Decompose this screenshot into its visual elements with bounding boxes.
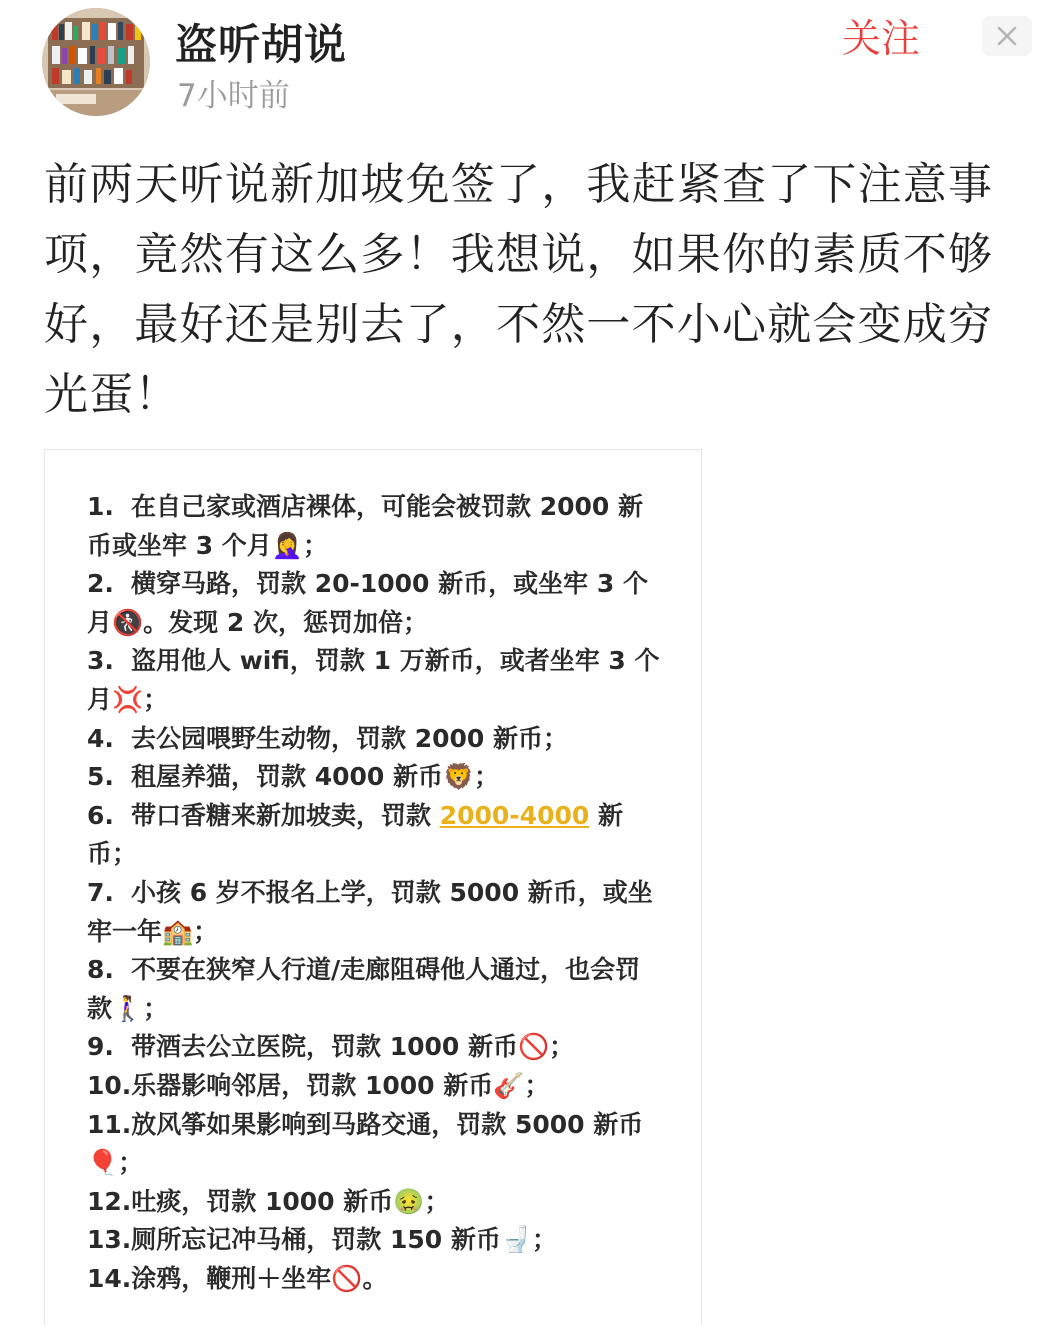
rule-item <box>87 488 662 565</box>
rule-end: ； <box>302 530 328 560</box>
rule-end: ； <box>118 1148 144 1178</box>
rule-number: 7. <box>87 877 114 907</box>
rule-end: ； <box>143 993 169 1023</box>
rule-text: 租屋养猫，罚款 4000 新币 <box>131 762 443 792</box>
rule-text: 涂鸦，鞭刑＋坐牢 <box>131 1263 332 1293</box>
post-text: 前两天听说新加坡免签了，我赶紧查了下注意事项，竟然有这么多！我想说，如果你的素质不够好，最好还是别去了，不然一不小心就会变成穷光蛋！ <box>44 159 994 420</box>
rule-number: 8. <box>87 955 114 985</box>
rule-item <box>87 758 662 797</box>
rule-item <box>87 1221 662 1260</box>
highlighted-amount: 2000-4000 <box>439 800 590 830</box>
rule-text: 不要在狭窄人行道/走廊阻碍他人通过，也会罚款 <box>87 955 641 1023</box>
rule-number: 13. <box>87 1225 132 1255</box>
rule-text: 放风筝如果影响到马路交通，罚款 5000 新币 <box>131 1109 644 1139</box>
rule-end: ； <box>474 762 500 792</box>
rule-text: 小孩 6 岁不报名上学，罚款 5000 新币，或坐牢一年 <box>87 877 653 946</box>
bookshelf-avatar-image <box>42 8 150 116</box>
rule-end: ； <box>193 916 219 946</box>
walking-person-emoji-icon: 🚶‍♀️ <box>112 993 144 1023</box>
rule-end: 。发现 2 次，惩罚加倍； <box>143 607 428 637</box>
rule-number: 5. <box>87 762 114 792</box>
guitar-emoji-icon: 🎸 <box>493 1070 525 1100</box>
rule-end: ； <box>143 684 169 714</box>
balloon-emoji-icon: 🎈 <box>87 1148 119 1178</box>
rule-item <box>87 565 662 642</box>
rule-number: 10. <box>87 1070 132 1100</box>
post-time: 7小时前 <box>177 78 290 114</box>
prohibited-emoji-icon: 🚫 <box>331 1263 363 1293</box>
rule-text-after: 新币； <box>87 800 623 869</box>
rule-text: 吐痰，罚款 1000 新币 <box>131 1186 394 1216</box>
rule-end: ； <box>532 1225 558 1255</box>
rule-item <box>87 1028 662 1067</box>
rule-number: 9. <box>87 1032 114 1062</box>
rule-item <box>87 642 662 719</box>
close-button[interactable] <box>982 16 1032 56</box>
rule-end: ； <box>549 1032 575 1062</box>
rule-number: 4. <box>87 723 114 753</box>
rule-text: 横穿马路，罚款 20-1000 新币，或坐牢 3 个月 <box>87 569 648 637</box>
rule-item <box>87 797 662 874</box>
school-emoji-icon: 🏫 <box>162 916 194 946</box>
rule-number: 6. <box>87 800 114 830</box>
rule-item <box>87 720 662 759</box>
rule-number: 1. <box>87 492 114 521</box>
avatar[interactable] <box>42 8 150 116</box>
rule-text: 厕所忘记冲马桶，罚款 150 新币 <box>131 1225 501 1255</box>
username[interactable]: 盗听胡说 <box>175 20 348 69</box>
rule-text: 乐器影响邻居，罚款 1000 新币 <box>131 1070 494 1100</box>
rule-item <box>87 1106 662 1183</box>
rules-list <box>87 488 662 1298</box>
rule-text: 带口香糖来新加坡卖，罚款 <box>131 800 440 830</box>
rule-text: 盗用他人 wifi，罚款 1 万新币，或者坐牢 3 个月 <box>87 646 660 714</box>
rule-number: 12. <box>87 1186 132 1216</box>
lion-emoji-icon: 🦁 <box>443 762 475 792</box>
rule-item <box>87 1260 662 1299</box>
facepalm-emoji-icon: 🤦‍♀️ <box>271 530 303 560</box>
anger-emoji-icon: 💢 <box>112 684 144 714</box>
rule-number: 2. <box>87 569 114 599</box>
rule-item <box>87 874 662 951</box>
rule-item <box>87 1067 662 1106</box>
rule-text: 带酒去公立医院，罚款 1000 新币 <box>131 1032 518 1062</box>
no-pedestrians-emoji-icon: 🚷 <box>112 607 144 637</box>
rule-number: 14. <box>87 1263 132 1293</box>
rule-end: ； <box>424 1186 450 1216</box>
rule-item <box>87 951 662 1028</box>
rule-text: 去公园喂野生动物，罚款 2000 新币； <box>131 723 568 753</box>
toilet-emoji-icon: 🚽 <box>500 1225 533 1255</box>
prohibited-emoji-icon: 🚫 <box>518 1032 550 1062</box>
rule-number: 3. <box>87 646 114 676</box>
rule-item <box>87 1183 662 1222</box>
rule-text: 在自己家或酒店裸体，可能会被罚款 2000 新币或坐牢 3 个月 <box>87 492 643 560</box>
follow-button[interactable]: 关注 <box>842 8 920 64</box>
rule-end: ； <box>524 1070 550 1100</box>
rule-number: 11. <box>87 1109 132 1139</box>
rule-end: 。 <box>362 1263 388 1293</box>
close-icon <box>996 25 1018 47</box>
post-image[interactable] <box>44 449 702 1325</box>
nauseated-face-emoji-icon: 🤢 <box>393 1186 425 1216</box>
